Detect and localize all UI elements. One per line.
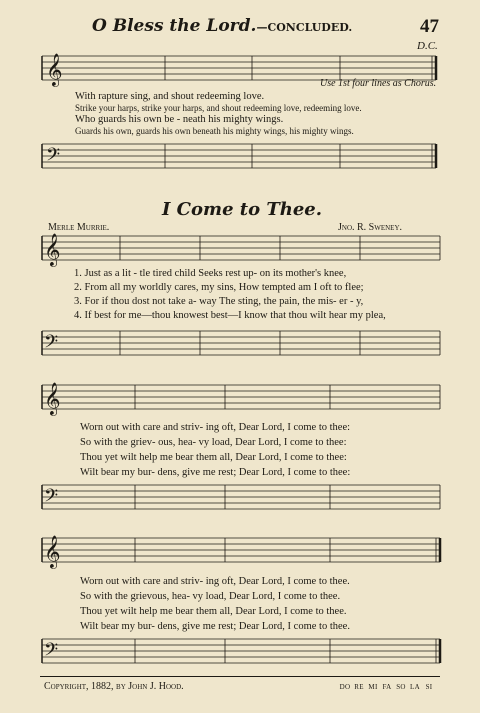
verse-2: 2. From all my worldly cares, my sins, How tempted am I oft to flee;	[74, 282, 364, 293]
verse-4: 4. If best for me—thou knowest best—I know that thou wilt hear my plea,	[74, 310, 386, 321]
verse-1: 1. Just as a lit - tle tired child Seeks rest up- on its mother's knee,	[74, 268, 347, 279]
system2-lyric-4: Wilt bear my bur- dens, give me rest; Dear Lord, I come to thee:	[80, 467, 351, 478]
section1-lyric-3: Who guards his own be - neath his mighty wings.	[75, 114, 284, 125]
chorus-instruction: Use 1st four lines as Chorus.	[320, 78, 437, 89]
hymn-composer: Jno. R. Sweney.	[338, 222, 403, 233]
song-title-text: O Bless the Lord.	[92, 16, 257, 36]
section1-lyric-1: With rapture sing, and shout redeeming love.	[75, 91, 265, 102]
solfege-so: SO	[396, 683, 406, 691]
svg-text:𝄢: 𝄢	[44, 486, 59, 511]
svg-text:𝄞: 𝄞	[44, 535, 61, 568]
section1-lyric-2: Strike your harps, strike your harps, and shout redeeming love, redeeming love.	[75, 103, 362, 113]
svg-text:𝄞: 𝄞	[46, 53, 63, 86]
solfege-la: LA	[410, 683, 420, 691]
svg-text:𝄢: 𝄢	[46, 145, 61, 170]
song-title-suffix: —CONCLUDED.	[256, 21, 353, 34]
system3-lyric-4: Wilt bear my bur- dens, give me rest; Dear Lord, I come to thee.	[80, 621, 350, 632]
solfege-fa: FA	[382, 683, 392, 691]
system2-treble-staff	[0, 381, 480, 421]
solfege-scale	[338, 683, 436, 691]
system2-bass-staff	[0, 481, 480, 521]
footer-rule	[40, 676, 440, 677]
page-number: 47	[420, 16, 439, 37]
system3-treble-staff	[0, 534, 480, 574]
svg-text:𝄢: 𝄢	[44, 332, 59, 357]
hymn-author: Merle Murrie.	[48, 222, 110, 233]
section1-bass-staff	[0, 140, 480, 190]
system3-lyric-2: So with the grievous, hea- vy load, Dear Lord, I come to thee.	[80, 591, 341, 602]
hymn-title: I Come to Thee.	[162, 199, 323, 220]
svg-text:𝄞: 𝄞	[44, 233, 61, 266]
system1-bass-staff	[0, 327, 480, 367]
song-title	[92, 16, 352, 36]
svg-text:𝄞: 𝄞	[44, 382, 61, 415]
system2-lyric-1: Worn out with care and striv- ing oft, Dear Lord, I come to thee:	[80, 422, 351, 433]
solfege-re: RE	[354, 683, 364, 691]
system1-treble-staff	[0, 232, 480, 272]
verse-3: 3. For if thou dost not take a- way The sting, the pain, the mis- er - y,	[74, 296, 364, 307]
da-capo-mark: D.C.	[417, 40, 438, 52]
solfege-do: DO	[339, 683, 351, 691]
section1-lyric-4: Guards his own, guards his own beneath his mighty wings, his mighty wings.	[75, 126, 354, 136]
copyright-notice: Copyright, 1882, by John J. Hood.	[44, 681, 184, 692]
system2-lyric-3: Thou yet wilt help me bear them all, Dear Lord, I come to thee:	[80, 452, 347, 463]
solfege-mi: MI	[368, 683, 378, 691]
solfege-si: SI	[425, 683, 433, 691]
system3-lyric-3: Thou yet wilt help me bear them all, Dear Lord, I come to thee.	[80, 606, 347, 617]
system3-lyric-1: Worn out with care and striv- ing oft, Dear Lord, I come to thee.	[80, 576, 350, 587]
system2-lyric-2: So with the griev- ous, hea- vy load, Dear Lord, I come to thee:	[80, 437, 347, 448]
system3-bass-staff	[0, 635, 480, 675]
svg-text:𝄢: 𝄢	[44, 640, 59, 665]
